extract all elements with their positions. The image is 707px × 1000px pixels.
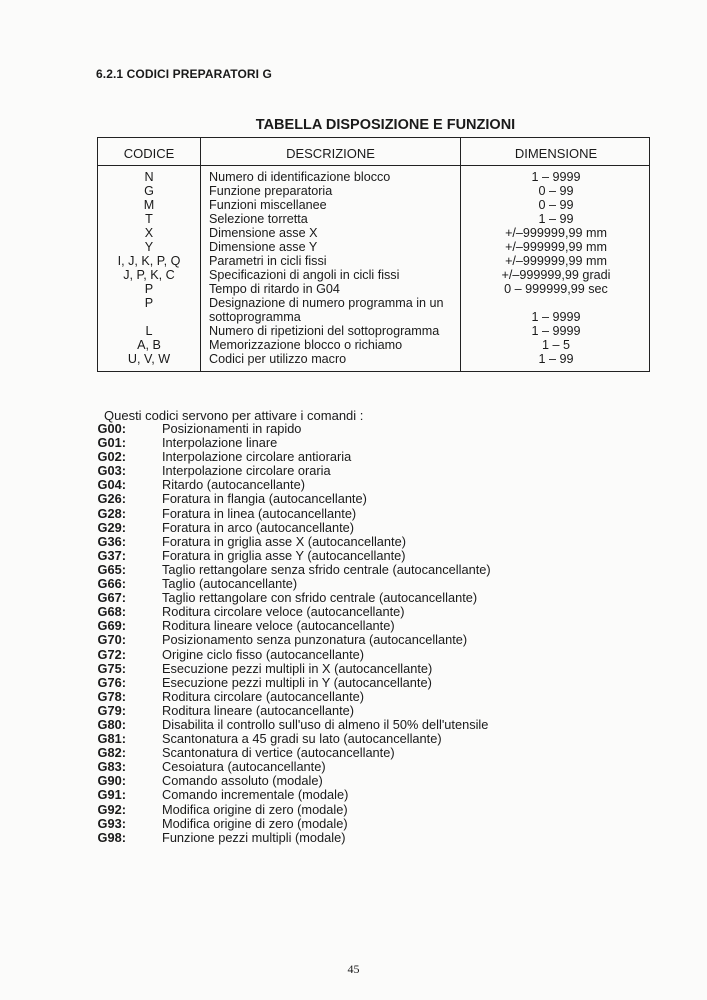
table-row (98, 184, 649, 198)
gcode-description: Modifica origine di zero (modale) (162, 801, 348, 817)
table-row (98, 352, 649, 366)
gcode-label: G91: (97, 787, 126, 803)
page-number: 45 (347, 962, 360, 976)
table-row (98, 198, 649, 212)
row-dimension: 1 – 99 (538, 212, 574, 226)
gcode-description: Scantonatura di vertice (autocancellante) (162, 745, 395, 761)
table-header (98, 138, 649, 166)
row-description: Funzioni miscellanee (209, 198, 327, 212)
gcode-description: Posizionamenti in rapido (162, 421, 302, 436)
row-code: I, J, K, P, Q (117, 254, 181, 268)
gcode-label: G67: (97, 590, 126, 606)
gcode-description: Comando assoluto (modale) (162, 773, 323, 789)
gcode-description: Foratura in griglia asse Y (autocancellante) (162, 547, 406, 563)
gcode-description: Scantonatura a 45 gradi su lato (autocancellante) (162, 731, 442, 747)
row-description: Funzione preparatoria (209, 184, 333, 198)
row-dimension: 1 – 9999 (531, 170, 581, 184)
row-description: Numero di identificazione blocco (209, 170, 391, 184)
row-dimension: +/–999999,99 gradi (501, 268, 611, 282)
gcode-label: G90: (97, 773, 126, 789)
gcode-description: Disabilita il controllo sull'uso di almeno il 50% dell'utensile (162, 716, 489, 732)
intro-text: Questi codici servono per attivare i comandi : (104, 408, 364, 423)
gcode-label: G36: (97, 533, 126, 549)
row-dimension: +/–999999,99 mm (505, 226, 607, 240)
gcode-label: G29: (97, 519, 126, 535)
gcode-label: G82: (97, 745, 126, 761)
gcode-description: Taglio rettangolare senza sfrido centrale (autocancellante) (162, 561, 491, 577)
table-row (98, 240, 649, 254)
gcode-label: G00: (97, 421, 126, 436)
header-dimension: DIMENSIONE (514, 146, 598, 161)
row-code: P (144, 282, 154, 296)
row-code: A, B (137, 338, 161, 352)
gcode-label: G66: (97, 576, 126, 592)
gcode-description: Posizionamento senza punzonatura (autocancellante) (162, 632, 468, 648)
gcode-label: G72: (97, 646, 126, 662)
header-description: DESCRIZIONE (286, 146, 375, 161)
gcode-description: Taglio rettangolare con sfrido centrale (autocancellante) (162, 590, 478, 606)
row-description: Codici per utilizzo macro (209, 352, 347, 366)
row-dimension: 0 – 999999,99 sec (504, 282, 608, 296)
gcode-description: Funzione pezzi multipli (modale) (162, 829, 346, 845)
table-row (98, 282, 649, 296)
gcode-label: G75: (97, 660, 126, 676)
gcode-label: G92: (97, 801, 126, 817)
gcode-label: G03: (97, 463, 126, 479)
row-description: Designazione di numero programma in un (209, 296, 444, 310)
gcode-label: G78: (97, 688, 126, 704)
row-dimension: 1 – 99 (538, 352, 574, 366)
table-title: TABELLA DISPOSIZIONE E FUNZIONI (255, 117, 516, 133)
section-heading: 6.2.1 CODICI PREPARATORI G (96, 67, 272, 81)
gcode-description: Cesoiatura (autocancellante) (162, 759, 326, 775)
table-row (98, 310, 649, 324)
gcode-description: Roditura circolare (autocancellante) (162, 688, 365, 704)
gcode-label: G26: (97, 491, 126, 507)
table-row (98, 296, 649, 310)
functions-table (97, 137, 650, 372)
row-code: M (143, 198, 155, 212)
gcode-description: Roditura lineare veloce (autocancellante) (162, 618, 395, 634)
row-description: Dimensione asse Y (209, 240, 318, 254)
gcode-description: Foratura in griglia asse X (autocancellante) (162, 533, 406, 549)
table-body (98, 170, 649, 366)
row-description: Dimensione asse X (209, 226, 318, 240)
row-description: sottoprogramma (209, 310, 301, 324)
gcode-description: Modifica origine di zero (modale) (162, 815, 348, 831)
gcode-description: Roditura circolare veloce (autocancellante) (162, 604, 405, 620)
gcode-label: G98: (97, 829, 126, 845)
row-code: G (144, 184, 154, 198)
row-code: Y (144, 240, 154, 254)
gcode-description: Foratura in flangia (autocancellante) (162, 491, 367, 507)
gcode-label: G70: (97, 632, 126, 648)
row-description: Specificazioni di angoli in cicli fissi (209, 268, 400, 282)
row-description: Memorizzazione blocco o richiamo (209, 338, 403, 352)
gcode-description: Interpolazione circolare antioraria (162, 449, 352, 465)
row-dimension: 0 – 99 (538, 184, 574, 198)
gcode-label: G01: (97, 435, 126, 451)
table-row (98, 268, 649, 282)
gcode-label: G83: (97, 759, 126, 775)
gcode-description: Esecuzione pezzi multipli in Y (autocancellante) (162, 674, 432, 690)
row-code: N (144, 170, 154, 184)
row-dimension: 0 – 99 (538, 198, 574, 212)
row-code: T (145, 212, 153, 226)
gcode-label: G76: (97, 674, 126, 690)
table-row (98, 212, 649, 226)
row-code: X (144, 226, 154, 240)
gcode-label: G02: (97, 449, 126, 465)
row-code: U, V, W (127, 352, 171, 366)
row-dimension: +/–999999,99 mm (505, 254, 607, 268)
gcode-label: G69: (97, 618, 126, 634)
gcode-description: Ritardo (autocancellante) (162, 477, 305, 493)
gcode-description: Interpolazione circolare oraria (162, 463, 331, 479)
gcode-label: G37: (97, 547, 126, 563)
gcode-description: Taglio (autocancellante) (162, 576, 298, 592)
table-row (98, 254, 649, 268)
gcode-description: Roditura lineare (autocancellante) (162, 702, 355, 718)
table-row (98, 338, 649, 352)
gcode-description: Foratura in linea (autocancellante) (162, 505, 357, 521)
gcode-label: G80: (97, 716, 126, 732)
gcode-label: G68: (97, 604, 126, 620)
gcode-description: Origine ciclo fisso (autocancellante) (162, 646, 365, 662)
row-code: P (144, 296, 154, 310)
table-row (98, 170, 649, 184)
row-code: L (145, 324, 153, 338)
table-row (98, 226, 649, 240)
gcode-description: Interpolazione linare (162, 435, 278, 451)
table-row (98, 324, 649, 338)
row-description: Tempo di ritardo in G04 (209, 282, 340, 296)
gcode-label: G93: (97, 815, 126, 831)
header-code: CODICE (123, 146, 175, 161)
row-description: Selezione torretta (209, 212, 308, 226)
gcode-label: G28: (97, 505, 126, 521)
gcode-label: G65: (97, 561, 126, 577)
row-dimension: 1 – 5 (541, 338, 570, 352)
gcode-label: G04: (97, 477, 126, 493)
row-code: J, P, K, C (123, 268, 175, 282)
gcode-description: Foratura in arco (autocancellante) (162, 519, 355, 535)
gcode-label: G79: (97, 702, 126, 718)
row-dimension: 1 – 9999 (531, 310, 581, 324)
row-dimension: 1 – 9999 (531, 324, 581, 338)
gcode-label: G81: (97, 731, 126, 747)
gcode-description: Comando incrementale (modale) (162, 787, 349, 803)
row-description: Numero di ripetizioni del sottoprogramma (209, 324, 440, 338)
gcode-description: Esecuzione pezzi multipli in X (autocancellante) (162, 660, 433, 676)
row-description: Parametri in cicli fissi (209, 254, 327, 268)
row-dimension: +/–999999,99 mm (505, 240, 607, 254)
